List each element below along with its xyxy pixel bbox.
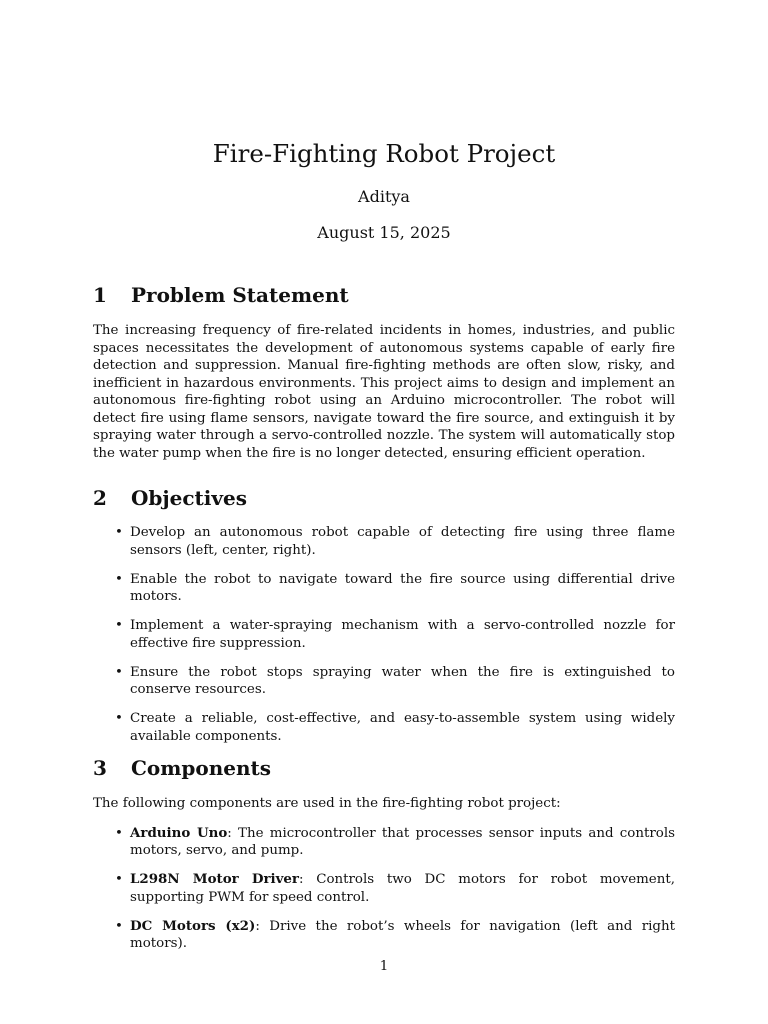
- list-item: [93, 571, 675, 606]
- list-item-text: Create a reliable, cost-effective, and easy-to-assemble system using widely available components.: [130, 711, 675, 744]
- list-item-text: Implement a water-spraying mechanism with a servo-controlled nozzle for effective fire suppression.: [130, 618, 675, 651]
- section-number: 3: [93, 756, 107, 780]
- component-name: L298N Motor Driver: [130, 871, 299, 888]
- problem-statement-paragraph: The increasing frequency of fire-related incidents in homes, industries, and public spaces necessitates the development of autonomous systems capable of early fire detection and suppression. Manual fire-fighting methods are often slow, risky, and inefficient in hazardous environments. This project aims to design and implement an autonomous fire-fighting robot using an Arduino microcontroller. The robot will detect fire using flame sensors, navigate toward the fire source, and extinguish it by spraying water through a servo-controlled nozzle. The system will automatically stop the water pump when the fire is no longer detected, ensuring efficient operation.: [93, 323, 675, 461]
- components-list: [93, 825, 675, 953]
- document-date: August 15, 2025: [317, 223, 451, 242]
- list-item: [93, 710, 675, 745]
- bullet-icon: •: [115, 872, 123, 888]
- component-description: : The microcontroller that processes sensor inputs and controls motors, servo, and pump.: [130, 825, 675, 858]
- list-item-text: Ensure the robot stops spraying water when the fire is extinguished to conserve resources.: [130, 664, 675, 698]
- list-item: [93, 664, 675, 699]
- bullet-icon: •: [115, 571, 123, 587]
- list-item: [93, 918, 675, 953]
- section-heading: [93, 282, 675, 308]
- list-item: [93, 617, 675, 652]
- document-title: Fire-Fighting Robot Project: [212, 139, 556, 168]
- section-title: Problem Statement: [131, 283, 349, 307]
- bullet-icon: •: [115, 918, 123, 934]
- objectives-list: [93, 524, 675, 745]
- list-item: [93, 871, 675, 906]
- component-description: : Controls two DC motors for robot movement, supporting PWM for speed control.: [130, 872, 675, 905]
- section-components: [93, 755, 675, 964]
- bullet-icon: •: [115, 711, 123, 727]
- component-name: Arduino Uno: [130, 824, 228, 841]
- bullet-icon: •: [115, 825, 123, 841]
- components-intro: The following components are used in the fire-fighting robot project:: [93, 796, 561, 811]
- list-item: [93, 524, 675, 559]
- list-item-text: Develop an autonomous robot capable of detecting fire using three flame sensors (left, center, right).: [130, 525, 675, 558]
- bullet-icon: •: [115, 618, 123, 634]
- document-author: Aditya: [358, 187, 410, 206]
- section-heading: [93, 485, 675, 511]
- component-name: DC Motors (x2): [130, 917, 256, 934]
- page-number: 1: [379, 959, 389, 974]
- bullet-icon: •: [115, 525, 123, 540]
- section-number: 1: [93, 283, 107, 307]
- bullet-icon: •: [115, 664, 123, 680]
- section-heading: [93, 755, 675, 781]
- section-number: 2: [93, 486, 107, 510]
- list-item: [93, 825, 675, 860]
- section-objectives: [93, 485, 675, 757]
- section-problem-statement: [93, 282, 675, 462]
- component-description: : Drive the robot’s wheels for navigation (left and right motors).: [130, 918, 676, 952]
- list-item-text: Enable the robot to navigate toward the fire source using differential drive motors.: [130, 571, 675, 605]
- section-title: Components: [131, 756, 272, 780]
- section-title: Objectives: [131, 486, 247, 510]
